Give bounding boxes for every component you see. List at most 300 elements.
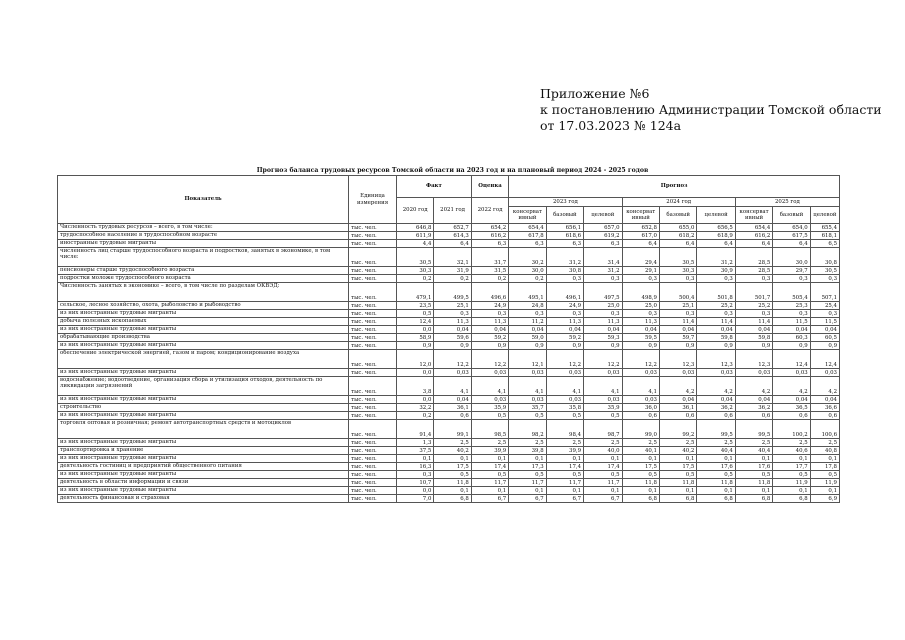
- value-cell: 2,5: [622, 439, 659, 447]
- value-cell: 6,3: [546, 240, 583, 248]
- value-cell: 4,1: [584, 377, 622, 396]
- value-cell: 618,6: [546, 232, 583, 240]
- header-estimate: Оценка: [471, 176, 508, 198]
- annex-line-2: к постановлению Администрации Томской области: [540, 102, 882, 117]
- value-cell: 98,2: [509, 420, 546, 439]
- value-cell: 0,04: [735, 326, 772, 334]
- value-cell: 0,1: [659, 455, 696, 463]
- value-cell: 31,7: [471, 248, 508, 267]
- value-cell: 0,03: [584, 396, 622, 404]
- value-cell: 657,0: [584, 224, 622, 232]
- value-cell: 11,8: [434, 479, 471, 487]
- row-unit: тыс. чел.: [349, 318, 397, 326]
- value-cell: 17,5: [659, 463, 696, 471]
- row-label: из них иностранные трудовые мигранты: [58, 342, 349, 350]
- value-cell: 36,1: [659, 404, 696, 412]
- value-cell: 4,2: [735, 377, 772, 396]
- value-cell: 4,2: [697, 377, 735, 396]
- value-cell: 0,3: [810, 275, 839, 283]
- value-cell: 0,5: [509, 471, 546, 479]
- value-cell: 617,8: [509, 232, 546, 240]
- value-cell: 91,4: [396, 420, 433, 439]
- value-cell: 28,5: [735, 267, 772, 275]
- value-cell: 4,1: [509, 377, 546, 396]
- value-cell: 25,4: [810, 302, 839, 310]
- value-cell: 0,5: [697, 471, 735, 479]
- value-cell: 0,1: [584, 487, 622, 495]
- value-cell: 12,2: [471, 350, 508, 369]
- value-cell: 11,2: [509, 318, 546, 326]
- value-cell: 0,03: [546, 369, 583, 377]
- table-row: [58, 248, 840, 267]
- table-row: [58, 232, 840, 240]
- value-cell: 0,1: [622, 455, 659, 463]
- value-cell: 40,4: [735, 447, 772, 455]
- row-unit: тыс. чел.: [349, 224, 397, 232]
- value-cell: 656,5: [697, 224, 735, 232]
- value-cell: 0,9: [810, 342, 839, 350]
- value-cell: 59,8: [735, 334, 772, 342]
- value-cell: 11,3: [434, 318, 471, 326]
- value-cell: 100,2: [773, 420, 810, 439]
- value-cell: 0,3: [773, 310, 810, 318]
- value-cell: 0,3: [697, 310, 735, 318]
- value-cell: 2,5: [810, 439, 839, 447]
- row-label: из них иностранные трудовые мигранты: [58, 326, 349, 334]
- value-cell: 0,6: [434, 412, 471, 420]
- value-cell: 10,7: [396, 479, 433, 487]
- value-cell: 0,5: [546, 471, 583, 479]
- table-row: [58, 455, 840, 463]
- value-cell: 0,04: [659, 396, 696, 404]
- value-cell: 0,03: [509, 369, 546, 377]
- value-cell: 617,0: [622, 232, 659, 240]
- value-cell: 0,04: [810, 326, 839, 334]
- value-cell: 23,5: [396, 302, 433, 310]
- value-cell: 0,03: [622, 369, 659, 377]
- table-row: [58, 369, 840, 377]
- value-cell: 0,3: [735, 310, 772, 318]
- annex-line-1: Приложение №6: [540, 86, 650, 101]
- table-row: [58, 342, 840, 350]
- table-row: [58, 420, 840, 439]
- row-unit: тыс. чел.: [349, 447, 397, 455]
- value-cell: 501,7: [735, 283, 772, 302]
- value-cell: 24,8: [509, 302, 546, 310]
- value-cell: 30,3: [659, 267, 696, 275]
- value-cell: 495,1: [509, 283, 546, 302]
- row-label: добыча полезных ископаемых: [58, 318, 349, 326]
- value-cell: 0,3: [584, 275, 622, 283]
- value-cell: 25,3: [773, 302, 810, 310]
- row-label: из них иностранные трудовые мигранты: [58, 455, 349, 463]
- value-cell: 618,2: [659, 232, 696, 240]
- row-label: из них иностранные трудовые мигранты: [58, 487, 349, 495]
- row-unit: тыс. чел.: [349, 404, 397, 412]
- row-unit: тыс. чел.: [349, 412, 397, 420]
- value-cell: 17,6: [697, 463, 735, 471]
- row-unit: тыс. чел.: [349, 302, 397, 310]
- value-cell: 12,1: [509, 350, 546, 369]
- value-cell: 11,3: [584, 318, 622, 326]
- value-cell: 4,1: [434, 377, 471, 396]
- value-cell: 35,9: [471, 404, 508, 412]
- header-2020: 2020 год: [396, 198, 433, 224]
- value-cell: 0,1: [659, 487, 696, 495]
- value-cell: 0,03: [697, 369, 735, 377]
- value-cell: 497,5: [584, 283, 622, 302]
- header-base: базовый: [546, 207, 583, 224]
- value-cell: 6,8: [434, 495, 471, 503]
- header-unit: Единица измерения: [349, 176, 397, 224]
- value-cell: 0,03: [810, 369, 839, 377]
- value-cell: 0,1: [396, 455, 433, 463]
- row-label: трудоспособное население в трудоспособном возрасте: [58, 232, 349, 240]
- value-cell: 0,2: [471, 275, 508, 283]
- value-cell: 0,3: [584, 310, 622, 318]
- value-cell: 0,04: [584, 326, 622, 334]
- value-cell: 36,2: [735, 404, 772, 412]
- value-cell: 0,3: [659, 310, 696, 318]
- value-cell: 0,0: [396, 326, 433, 334]
- value-cell: 11,7: [509, 479, 546, 487]
- header-forecast-2024: 2024 год: [622, 198, 735, 207]
- value-cell: 0,1: [735, 487, 772, 495]
- value-cell: 0,1: [810, 487, 839, 495]
- row-unit: тыс. чел.: [349, 350, 397, 369]
- row-unit: тыс. чел.: [349, 439, 397, 447]
- value-cell: 24,9: [471, 302, 508, 310]
- value-cell: 0,03: [471, 369, 508, 377]
- value-cell: 28,5: [735, 248, 772, 267]
- value-cell: 6,4: [659, 240, 696, 248]
- value-cell: 25,1: [434, 302, 471, 310]
- value-cell: 24,9: [546, 302, 583, 310]
- row-unit: тыс. чел.: [349, 275, 397, 283]
- row-label: деятельность в области информации и связи: [58, 479, 349, 487]
- value-cell: 59,7: [659, 334, 696, 342]
- value-cell: 6,4: [773, 240, 810, 248]
- header-target: целевой: [584, 207, 622, 224]
- value-cell: 30,8: [810, 248, 839, 267]
- value-cell: 11,5: [773, 318, 810, 326]
- value-cell: 98,5: [471, 420, 508, 439]
- value-cell: 4,1: [622, 377, 659, 396]
- value-cell: 0,3: [697, 275, 735, 283]
- row-label: деятельность гостиниц и предприятий общественного питания: [58, 463, 349, 471]
- value-cell: 6,4: [697, 240, 735, 248]
- value-cell: 2,5: [434, 439, 471, 447]
- value-cell: 11,3: [546, 318, 583, 326]
- value-cell: 507,1: [810, 283, 839, 302]
- row-unit: тыс. чел.: [349, 420, 397, 439]
- value-cell: 0,5: [471, 412, 508, 420]
- value-cell: 12,0: [396, 350, 433, 369]
- annex-block: [540, 86, 882, 134]
- value-cell: 0,5: [810, 471, 839, 479]
- value-cell: 0,04: [434, 326, 471, 334]
- value-cell: 35,9: [584, 404, 622, 412]
- row-label: сельское, лесное хозяйство, охота, рыболовство и рыбоводство: [58, 302, 349, 310]
- annex-line-3: от 17.03.2023 № 124а: [540, 118, 682, 133]
- row-label: пенсионеры старше трудоспособного возраста: [58, 267, 349, 275]
- value-cell: 11,9: [773, 479, 810, 487]
- value-cell: 656,1: [546, 224, 583, 232]
- value-cell: 12,2: [434, 350, 471, 369]
- value-cell: 6,8: [659, 495, 696, 503]
- value-cell: 12,2: [622, 350, 659, 369]
- row-label: водоснабжение; водоотведение, организация сбора и утилизация отходов, деятельность по ликвидации загрязнений: [58, 377, 349, 396]
- value-cell: 31,2: [697, 248, 735, 267]
- header-base: базовый: [773, 207, 810, 224]
- value-cell: 40,6: [773, 447, 810, 455]
- value-cell: 0,04: [810, 396, 839, 404]
- value-cell: 0,9: [622, 342, 659, 350]
- value-cell: 0,0: [396, 396, 433, 404]
- row-unit: тыс. чел.: [349, 455, 397, 463]
- value-cell: 616,2: [471, 232, 508, 240]
- header-2021: 2021 год: [434, 198, 471, 224]
- value-cell: 11,4: [659, 318, 696, 326]
- value-cell: 499,5: [434, 283, 471, 302]
- value-cell: 30,9: [697, 267, 735, 275]
- value-cell: 99,1: [434, 420, 471, 439]
- value-cell: 2,5: [659, 439, 696, 447]
- value-cell: 6,4: [735, 240, 772, 248]
- table-row: [58, 350, 840, 369]
- value-cell: 17,4: [471, 463, 508, 471]
- value-cell: 646,8: [396, 224, 433, 232]
- value-cell: 35,7: [509, 404, 546, 412]
- row-unit: тыс. чел.: [349, 342, 397, 350]
- value-cell: 611,9: [396, 232, 433, 240]
- value-cell: 655,0: [659, 224, 696, 232]
- value-cell: 6,5: [810, 240, 839, 248]
- value-cell: 0,5: [735, 471, 772, 479]
- row-label: обеспечение электрической энергией, газом и паром; кондиционирование воздуха: [58, 350, 349, 369]
- value-cell: 616,2: [735, 232, 772, 240]
- header-indicator: Показатель: [58, 176, 349, 224]
- value-cell: 6,3: [509, 240, 546, 248]
- value-cell: 11,7: [546, 479, 583, 487]
- value-cell: 0,1: [471, 455, 508, 463]
- value-cell: 619,2: [584, 232, 622, 240]
- value-cell: 0,3: [773, 275, 810, 283]
- value-cell: 59,0: [509, 334, 546, 342]
- value-cell: 6,8: [697, 495, 735, 503]
- value-cell: 6,3: [584, 240, 622, 248]
- value-cell: 0,1: [546, 487, 583, 495]
- value-cell: 40,8: [810, 447, 839, 455]
- table-row: [58, 463, 840, 471]
- value-cell: 40,4: [697, 447, 735, 455]
- value-cell: 0,5: [434, 471, 471, 479]
- value-cell: 0,04: [659, 326, 696, 334]
- row-label: из них иностранные трудовые мигранты: [58, 439, 349, 447]
- value-cell: 12,4: [810, 350, 839, 369]
- value-cell: 36,1: [434, 404, 471, 412]
- value-cell: 0,5: [584, 471, 622, 479]
- value-cell: 0,1: [697, 455, 735, 463]
- table-row: [58, 479, 840, 487]
- value-cell: 0,2: [396, 275, 433, 283]
- row-label: обрабатывающие производства: [58, 334, 349, 342]
- header-forecast-2023: 2023 год: [509, 198, 622, 207]
- row-unit: тыс. чел.: [349, 487, 397, 495]
- value-cell: 11,4: [735, 318, 772, 326]
- value-cell: 17,4: [546, 463, 583, 471]
- value-cell: 0,3: [622, 275, 659, 283]
- table-row: [58, 404, 840, 412]
- value-cell: 0,04: [546, 326, 583, 334]
- value-cell: 0,6: [810, 412, 839, 420]
- value-cell: 31,5: [471, 267, 508, 275]
- row-unit: тыс. чел.: [349, 248, 397, 267]
- value-cell: 40,1: [622, 447, 659, 455]
- value-cell: 11,8: [622, 479, 659, 487]
- value-cell: 0,03: [546, 396, 583, 404]
- row-label: из них иностранные трудовые мигранты: [58, 471, 349, 479]
- value-cell: 0,3: [396, 471, 433, 479]
- value-cell: 0,03: [509, 396, 546, 404]
- value-cell: 6,4: [434, 240, 471, 248]
- header-2022: 2022 год: [471, 198, 508, 224]
- value-cell: 654,4: [735, 224, 772, 232]
- value-cell: 0,1: [773, 487, 810, 495]
- value-cell: 16,3: [396, 463, 433, 471]
- value-cell: 0,3: [810, 310, 839, 318]
- value-cell: 654,4: [509, 224, 546, 232]
- value-cell: 0,03: [735, 369, 772, 377]
- value-cell: 25,0: [584, 302, 622, 310]
- value-cell: 479,1: [396, 283, 433, 302]
- value-cell: 32,2: [396, 404, 433, 412]
- value-cell: 29,4: [622, 248, 659, 267]
- value-cell: 0,5: [546, 412, 583, 420]
- value-cell: 0,1: [810, 455, 839, 463]
- value-cell: 0,04: [471, 326, 508, 334]
- value-cell: 12,2: [546, 350, 583, 369]
- value-cell: 0,9: [546, 342, 583, 350]
- row-unit: тыс. чел.: [349, 463, 397, 471]
- row-label: торговля оптовая и розничная; ремонт автотранспортных средств и мотоциклов: [58, 420, 349, 439]
- value-cell: 31,2: [584, 267, 622, 275]
- header-forecast: Прогноз: [509, 176, 840, 198]
- value-cell: 4,4: [396, 240, 433, 248]
- table-row: [58, 495, 840, 503]
- value-cell: 36,5: [773, 404, 810, 412]
- row-unit: тыс. чел.: [349, 326, 397, 334]
- value-cell: 2,5: [546, 439, 583, 447]
- value-cell: 36,0: [622, 404, 659, 412]
- table-row: [58, 267, 840, 275]
- value-cell: 0,3: [546, 310, 583, 318]
- value-cell: 0,5: [773, 471, 810, 479]
- value-cell: 0,1: [773, 455, 810, 463]
- table-row: [58, 224, 840, 232]
- row-unit: тыс. чел.: [349, 471, 397, 479]
- value-cell: 0,0: [396, 487, 433, 495]
- value-cell: 0,9: [434, 342, 471, 350]
- value-cell: 58,9: [396, 334, 433, 342]
- header-conservative: консерват ивный: [622, 207, 659, 224]
- value-cell: 2,5: [773, 439, 810, 447]
- table-row: [58, 310, 840, 318]
- header-fact: Факт: [396, 176, 471, 198]
- value-cell: 0,3: [546, 275, 583, 283]
- row-unit: тыс. чел.: [349, 396, 397, 404]
- value-cell: 11,8: [697, 479, 735, 487]
- value-cell: 3,8: [396, 377, 433, 396]
- value-cell: 0,2: [434, 275, 471, 283]
- row-label: из них иностранные трудовые мигранты: [58, 396, 349, 404]
- value-cell: 0,9: [697, 342, 735, 350]
- value-cell: 6,8: [735, 495, 772, 503]
- value-cell: 6,7: [584, 495, 622, 503]
- value-cell: 100,6: [810, 420, 839, 439]
- value-cell: 29,1: [622, 267, 659, 275]
- value-cell: 0,6: [659, 412, 696, 420]
- value-cell: 12,3: [697, 350, 735, 369]
- value-cell: 652,7: [434, 224, 471, 232]
- value-cell: 654,2: [471, 224, 508, 232]
- balance-table: [57, 175, 840, 503]
- value-cell: 0,3: [434, 310, 471, 318]
- value-cell: 0,04: [773, 326, 810, 334]
- table-row: [58, 334, 840, 342]
- row-unit: тыс. чел.: [349, 310, 397, 318]
- value-cell: 39,9: [546, 447, 583, 455]
- value-cell: 496,6: [471, 283, 508, 302]
- value-cell: 0,1: [697, 487, 735, 495]
- value-cell: 11,3: [622, 318, 659, 326]
- value-cell: 0,5: [622, 471, 659, 479]
- value-cell: 39,9: [471, 447, 508, 455]
- table-row: [58, 326, 840, 334]
- value-cell: 0,3: [659, 275, 696, 283]
- value-cell: 618,9: [697, 232, 735, 240]
- row-unit: тыс. чел.: [349, 377, 397, 396]
- value-cell: 0,1: [434, 455, 471, 463]
- table-row: [58, 396, 840, 404]
- value-cell: 31,4: [584, 248, 622, 267]
- value-cell: 0,9: [773, 342, 810, 350]
- value-cell: 12,4: [396, 318, 433, 326]
- value-cell: 0,3: [509, 310, 546, 318]
- value-cell: 17,4: [584, 463, 622, 471]
- table-row: [58, 439, 840, 447]
- value-cell: 6,8: [773, 495, 810, 503]
- value-cell: 0,1: [622, 487, 659, 495]
- row-label: из них иностранные трудовые мигранты: [58, 310, 349, 318]
- value-cell: 25,1: [659, 302, 696, 310]
- value-cell: 11,4: [697, 318, 735, 326]
- table-row: [58, 412, 840, 420]
- value-cell: 0,03: [659, 369, 696, 377]
- value-cell: 59,2: [471, 334, 508, 342]
- value-cell: 17,8: [810, 463, 839, 471]
- value-cell: 29,7: [773, 267, 810, 275]
- value-cell: 0,5: [471, 471, 508, 479]
- row-label: Численность трудовых ресурсов – всего, в том числе:: [58, 224, 349, 232]
- value-cell: 30,3: [396, 267, 433, 275]
- value-cell: 11,7: [584, 479, 622, 487]
- value-cell: 0,04: [735, 396, 772, 404]
- value-cell: 35,8: [546, 404, 583, 412]
- value-cell: 31,2: [546, 248, 583, 267]
- value-cell: 0,03: [622, 396, 659, 404]
- value-cell: 17,5: [434, 463, 471, 471]
